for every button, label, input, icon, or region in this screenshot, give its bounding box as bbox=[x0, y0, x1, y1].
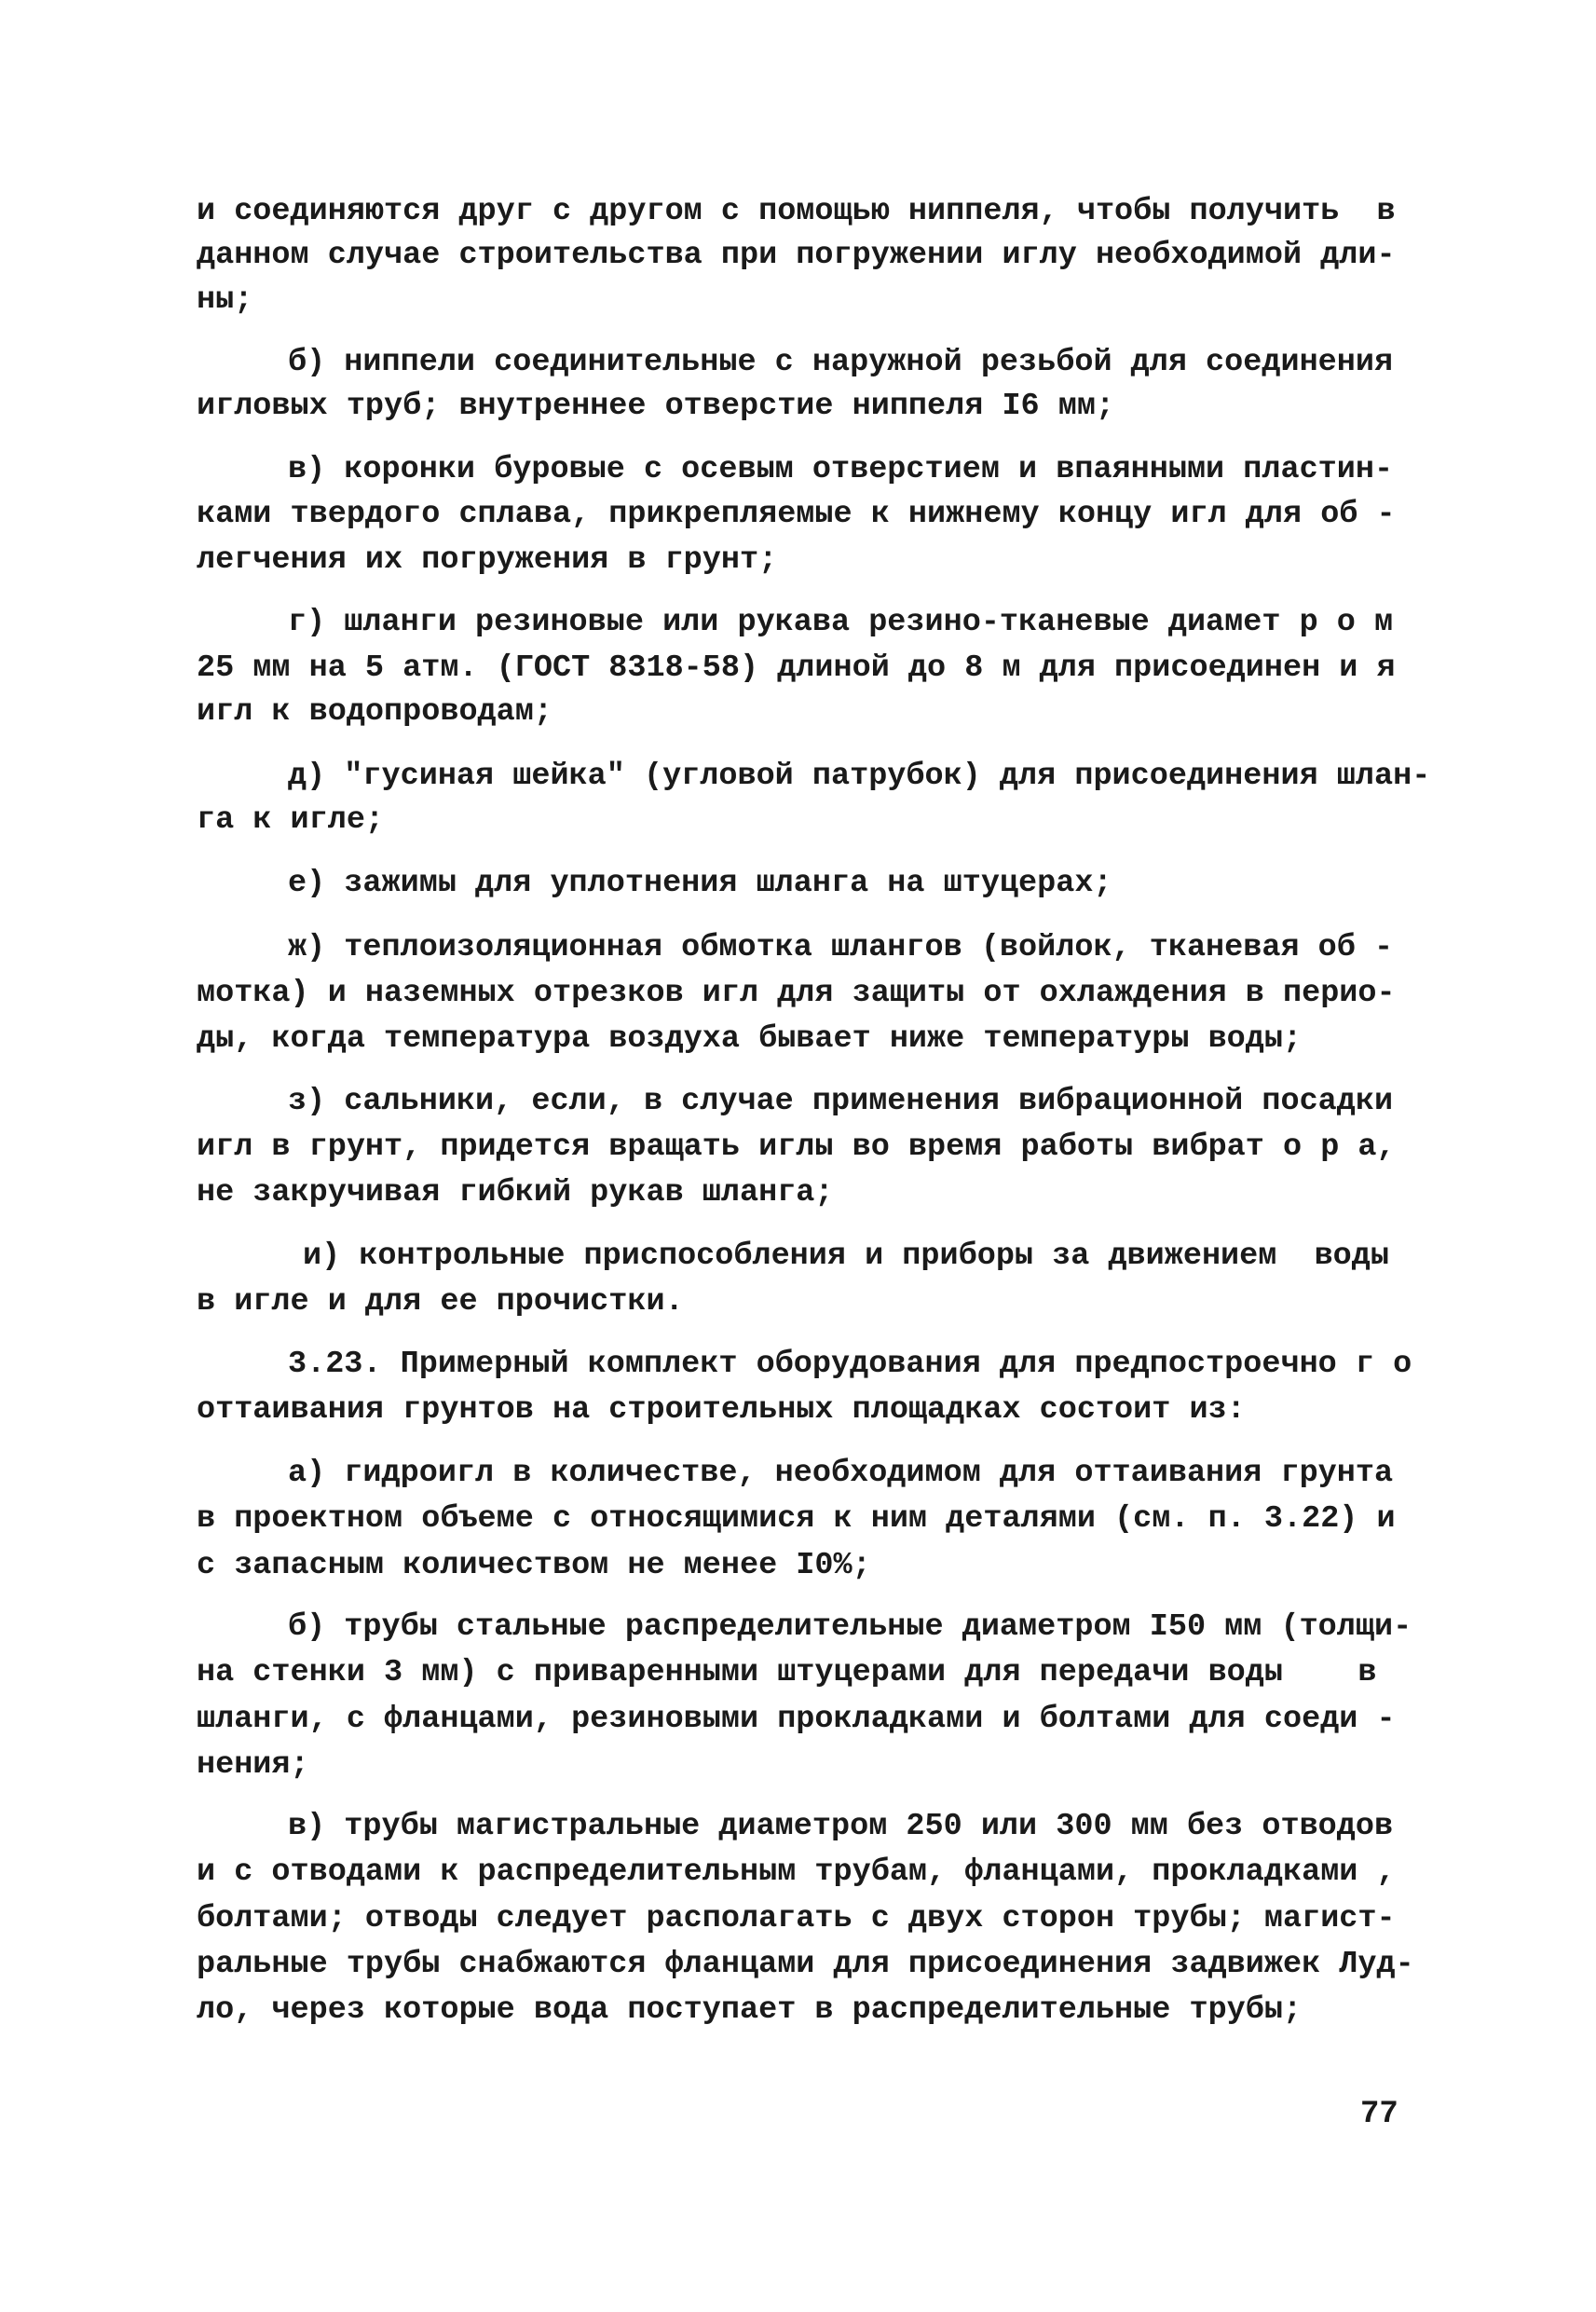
text-line: 25 мм на 5 атм. (ГОСТ 8318-58) длиной до 8 м для присоединен и я bbox=[197, 650, 1396, 686]
text-line: е) зажимы для уплотнения шланга на штуцерах; bbox=[288, 866, 1112, 901]
text-line: ды, когда температура воздуха бывает ниже температуры воды; bbox=[197, 1021, 1303, 1057]
page-number: 77 bbox=[1360, 2097, 1398, 2132]
text-line: в проектном объеме с относящимися к ним деталями (см. п. 3.22) и bbox=[197, 1501, 1396, 1537]
text-line: ло, через которые вода поступает в распределительные трубы; bbox=[197, 1992, 1303, 2028]
text-line: д) "гусиная шейка" (угловой патрубок) для присоединения шлан- bbox=[288, 759, 1431, 794]
text-line: ральные трубы снабжаются фланцами для присоединения задвижек Луд- bbox=[197, 1947, 1414, 1982]
text-line: з) сальники, если, в случае применения вибрационной посадки bbox=[288, 1084, 1394, 1119]
text-line: мотка) и наземных отрезков игл для защиты от охлаждения в перио- bbox=[197, 976, 1396, 1011]
text-line: г) шланги резиновые или рукава резино-тканевые диамет р о м bbox=[288, 605, 1394, 640]
text-line: с запасным количеством не менее I0%; bbox=[197, 1548, 871, 1583]
text-line: а) гидроигл в количестве, необходимом для оттаивания грунта bbox=[288, 1456, 1394, 1491]
text-line: в игле и для ее прочистки. bbox=[197, 1284, 684, 1320]
text-line: 3.23. Примерный комплект оборудования для предпостроечно г о bbox=[288, 1347, 1412, 1382]
text-line: оттаивания грунтов на строительных площадках состоит из: bbox=[197, 1392, 1246, 1428]
text-line: нения; bbox=[197, 1747, 309, 1783]
text-line: игл к водопроводам; bbox=[197, 694, 552, 730]
text-line: га к игле; bbox=[197, 802, 385, 838]
text-line: ны; bbox=[197, 282, 253, 318]
text-line: шланги, с фланцами, резиновыми прокладками и болтами для соеди - bbox=[197, 1702, 1396, 1737]
text-line: и) контрольные приспособления и приборы за движением воды bbox=[303, 1238, 1389, 1274]
text-line: не закручивая гибкий рукав шланга; bbox=[197, 1175, 834, 1211]
text-line: б) ниппели соединительные с наружной резьбой для соединения bbox=[288, 345, 1394, 380]
text-line: игл в грунт, придется вращать иглы во время работы вибрат о р а, bbox=[197, 1129, 1396, 1165]
text-line: в) трубы магистральные диаметром 250 или 300 мм без отводов bbox=[288, 1809, 1394, 1844]
text-line: легчения их погружения в грунт; bbox=[197, 542, 778, 578]
text-line: б) трубы стальные распределительные диаметром I50 мм (толщи- bbox=[288, 1609, 1412, 1645]
text-line: и соединяются друг с другом с помощью ниппеля, чтобы получить в bbox=[197, 194, 1396, 229]
text-line: в) коронки буровые с осевым отверстием и впаянными пластин- bbox=[288, 452, 1394, 487]
text-line: и с отводами к распределительным трубам, фланцами, прокладками , bbox=[197, 1854, 1396, 1890]
text-line: ж) теплоизоляционная обмотка шлангов (войлок, тканевая об - bbox=[288, 930, 1394, 965]
text-line: данном случае строительства при погружении иглу необходимой дли- bbox=[197, 238, 1396, 273]
text-line: ками твердого сплава, прикрепляемые к нижнему концу игл для об - bbox=[197, 497, 1396, 532]
text-line: на стенки 3 мм) с приваренными штуцерами для передачи воды в bbox=[197, 1655, 1377, 1690]
text-line: болтами; отводы следует располагать с двух сторон трубы; магист- bbox=[197, 1901, 1396, 1936]
text-line: игловых труб; внутреннее отверстие ниппеля I6 мм; bbox=[197, 389, 1115, 424]
